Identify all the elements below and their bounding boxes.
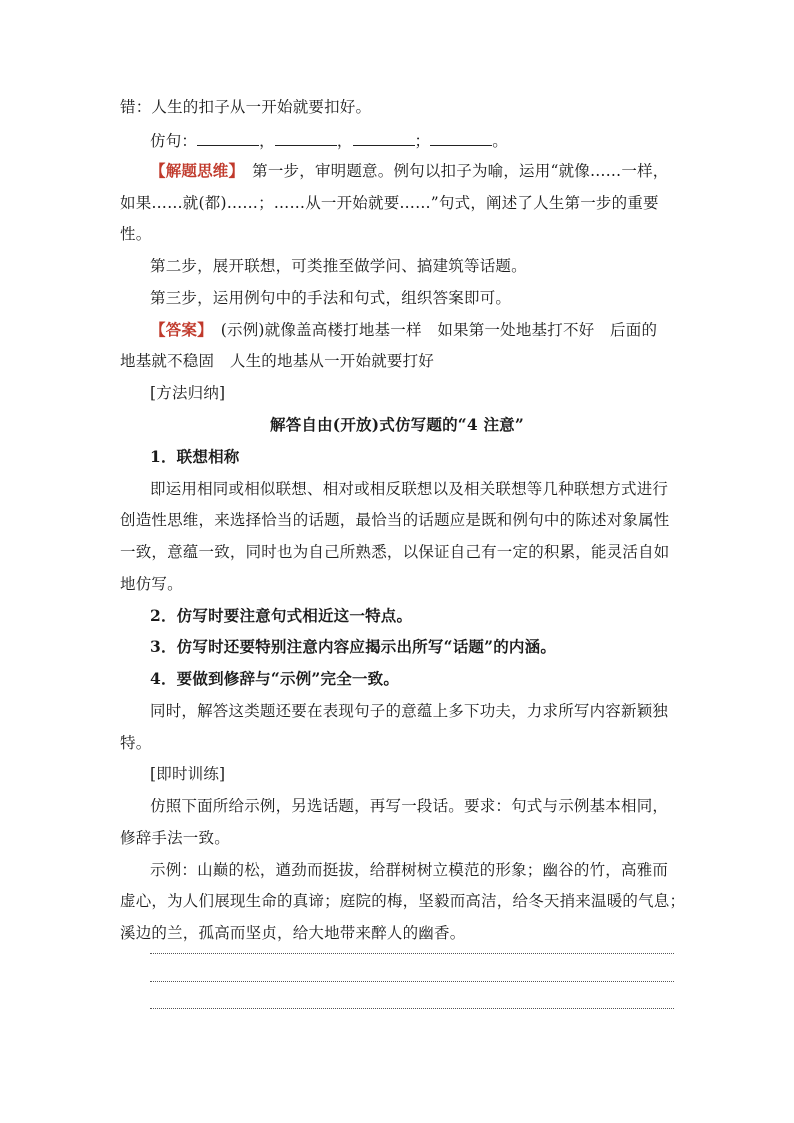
text-line: 创造性思维，来选择恰当的话题，最恰当的话题应是既和例句中的陈述对象属性 [120, 511, 670, 529]
method-label: [方法归纳] [150, 384, 226, 402]
text-line: 地基就不稳固 人生的地基从一开始就要打好 [120, 352, 435, 370]
text-line: 即运用相同或相似联想、相对或相反联想以及相关联想等几种联想方式进行 [150, 480, 669, 498]
punctuation: ； [414, 132, 431, 150]
text-line: 性。 [120, 225, 152, 243]
text-line: 示例：山巅的松，遒劲而挺拔，给群树树立模范的形象；幽谷的竹，高雅而 [150, 861, 669, 879]
text-line: 仿照下面所给示例，另选话题，再写一段话。要求：句式与示例基本相同， [150, 797, 669, 815]
imitation-label: 仿句： [150, 132, 198, 150]
point-title: 2．仿写时要注意句式相近这一特点。 [150, 606, 413, 625]
section-title: 解答自由(开放)式仿写题的“4 注意” [270, 415, 524, 434]
answer-blank[interactable] [353, 129, 415, 146]
answer-blank[interactable] [197, 129, 259, 146]
text-line: 如果……就(都)……；……从一开始就要……”句式，阐述了人生第一步的重要 [120, 194, 659, 212]
point-title: 4．要做到修辞与“示例”完全一致。 [150, 669, 400, 688]
punctuation: 。 [492, 132, 508, 150]
text-line: 第二步，展开联想，可类推至做学问、搞建筑等话题。 [150, 257, 527, 275]
text-line: 地仿写。 [120, 575, 183, 593]
answer-writing-line[interactable] [150, 1008, 674, 1009]
thinking-tag: 【解题思维】 [150, 161, 237, 180]
point-title: 3．仿写时还要特别注意内容应揭示出所写“话题”的内涵。 [150, 637, 557, 656]
text-span: 第一步，审明题意。例句以扣子为喻，运用“就像……一样， [236, 162, 669, 180]
answer-tag: 【答案】 [150, 320, 206, 339]
punctuation: ， [336, 132, 353, 150]
text-line: 错：人生的扣子从一开始就要扣好。 [120, 98, 372, 116]
thinking-line [150, 161, 680, 181]
imitation-sentence-line [150, 129, 680, 151]
text-line: 修辞手法一致。 [120, 829, 230, 847]
answer-line [150, 320, 680, 340]
text-line: 虚心，为人们展现生命的真谛；庭院的梅，坚毅而高洁，给冬天捎来温暖的气息； [120, 892, 686, 910]
point-title: 1．联想相称 [150, 447, 240, 466]
answer-writing-line[interactable] [150, 981, 674, 982]
text-line: 溪边的兰，孤高而坚贞，给大地带来醉人的幽香。 [120, 924, 466, 942]
text-span: (示例)就像盖高楼打地基一样 如果第一处地基打不好 后面的 [205, 321, 658, 339]
answer-writing-line[interactable] [150, 953, 674, 954]
answer-blank[interactable] [275, 129, 337, 146]
practice-label: [即时训练] [150, 765, 226, 783]
punctuation: ， [259, 132, 275, 150]
answer-blank[interactable] [430, 129, 492, 146]
text-line: 一致，意蕴一致，同时也为自己所熟悉，以保证自己有一定的积累，能灵活自如 [120, 543, 670, 561]
text-line: 特。 [120, 734, 152, 752]
text-line: 同时，解答这类题还要在表现句子的意蕴上多下功夫，力求所写内容新颖独 [150, 702, 669, 720]
text-line: 第三步，运用例句中的手法和句式，组织答案即可。 [150, 289, 512, 307]
